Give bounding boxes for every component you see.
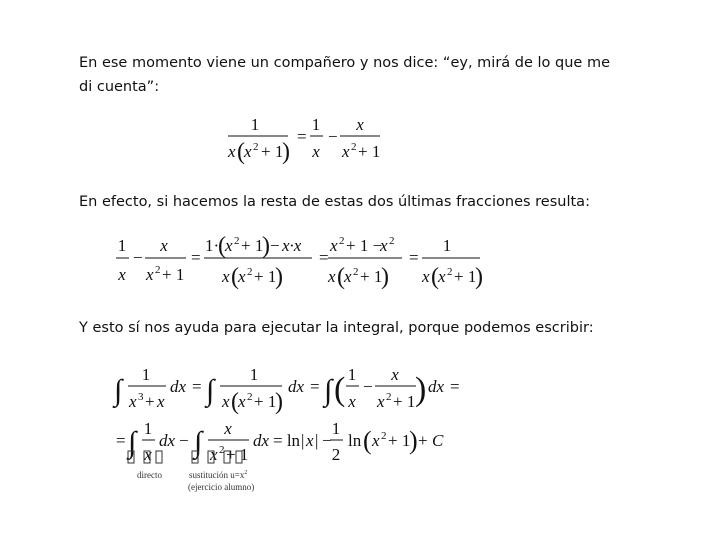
intro-line-2: di cuenta”: [79, 79, 160, 95]
svg-text:x: x [306, 431, 314, 450]
annotation-substitution-text: sustitución u=x [189, 470, 245, 480]
svg-text:∫: ∫ [206, 374, 215, 407]
svg-text:+ 1 −: + 1 − [346, 236, 383, 255]
svg-text:x: x [129, 392, 137, 411]
svg-text:x: x [224, 419, 232, 438]
svg-text:−: − [179, 431, 189, 450]
svg-text:= ln: = ln [273, 431, 301, 450]
svg-text:2: 2 [381, 430, 387, 442]
svg-text:(: ( [218, 233, 226, 259]
brace-glyph-box [128, 451, 134, 463]
svg-text:2: 2 [447, 266, 453, 278]
svg-text:1·: 1· [205, 236, 220, 255]
annotation-direct: directo [137, 470, 162, 480]
svg-text:x: x [344, 267, 352, 286]
brace-glyph-box [236, 451, 242, 463]
svg-text:2: 2 [353, 266, 359, 278]
svg-text:x·x: x·x [282, 236, 302, 255]
svg-text:(: ( [231, 389, 239, 415]
svg-text:x: x [377, 392, 385, 411]
svg-text:x: x [144, 445, 152, 464]
svg-text:+: + [145, 392, 155, 411]
svg-text:−: − [270, 236, 280, 255]
svg-text:x: x [391, 365, 399, 384]
svg-text:dx: dx [288, 377, 305, 396]
svg-text:(: ( [337, 264, 345, 290]
svg-text:+ 1: + 1 [162, 265, 185, 284]
svg-text:+ 1: + 1 [358, 142, 381, 161]
svg-text:+ 1: + 1 [241, 236, 264, 255]
svg-text:x: x [118, 265, 126, 284]
svg-text:x: x [372, 431, 380, 450]
svg-text:1: 1 [311, 115, 321, 134]
svg-text:1: 1 [117, 236, 127, 255]
brace-glyph-box [144, 451, 150, 463]
svg-text:∫: ∫ [194, 426, 203, 459]
integral-intro-line: Y esto sí nos ayuda para ejecutar la integral, porque podemos escribir: [79, 320, 594, 336]
svg-text:=: = [310, 377, 320, 396]
svg-text:+ 1: + 1 [393, 392, 416, 411]
svg-text:2: 2 [155, 264, 161, 276]
svg-text:x: x [328, 267, 336, 286]
svg-text:=: = [116, 431, 126, 450]
equation-integral-1 [112, 360, 472, 418]
svg-text:): ) [262, 233, 270, 259]
svg-text:dx: dx [159, 431, 176, 450]
svg-text:−: − [133, 248, 143, 267]
svg-text:+ 1: + 1 [360, 267, 383, 286]
svg-text:x: x [330, 236, 338, 255]
svg-text:=: = [297, 127, 307, 146]
eq1-num-1: 1 [250, 115, 260, 134]
svg-text:=: = [319, 248, 329, 267]
svg-text:=: = [192, 377, 202, 396]
svg-text:−: − [328, 127, 338, 146]
brace-glyph-box [208, 451, 214, 463]
svg-text:=: = [191, 248, 201, 267]
svg-text:x: x [146, 265, 154, 284]
svg-text:x: x [222, 392, 230, 411]
svg-text:C: C [432, 431, 444, 450]
svg-text:2: 2 [386, 391, 392, 403]
svg-text:2: 2 [219, 444, 225, 456]
svg-text:ln: ln [348, 431, 362, 450]
brace-glyph-box [156, 451, 162, 463]
svg-text:): ) [282, 139, 290, 165]
equation-subtraction [112, 228, 492, 292]
svg-text:x: x [238, 392, 246, 411]
annotation-substitution-exp: 2 [244, 470, 248, 476]
annotation-substitution [189, 470, 247, 480]
svg-text:+ 1: + 1 [254, 392, 277, 411]
svg-text:−: − [322, 431, 332, 450]
svg-text:dx: dx [428, 377, 445, 396]
svg-text:1: 1 [143, 419, 153, 438]
svg-text:2: 2 [331, 445, 341, 464]
svg-text:+ 1: + 1 [388, 431, 411, 450]
svg-text:(: ( [334, 371, 346, 408]
svg-text:x: x [422, 267, 430, 286]
svg-text:2: 2 [351, 141, 357, 153]
svg-text:|: | [315, 431, 319, 450]
svg-text:x: x [380, 236, 388, 255]
svg-text:x: x [225, 236, 233, 255]
svg-text:x: x [438, 267, 446, 286]
annotation-exercise: (ejercicio alumno) [188, 482, 255, 492]
svg-text:∫: ∫ [324, 374, 333, 407]
svg-text:x: x [157, 392, 165, 411]
svg-text:x: x [348, 392, 356, 411]
svg-text:1: 1 [347, 365, 357, 384]
svg-text:=: = [409, 248, 419, 267]
svg-text:2: 2 [234, 235, 240, 247]
svg-text:): ) [475, 264, 483, 290]
svg-text:2: 2 [389, 235, 395, 247]
svg-text:dx: dx [170, 377, 187, 396]
svg-text:∫: ∫ [128, 426, 137, 459]
svg-text:1: 1 [442, 236, 452, 255]
svg-text:3: 3 [138, 391, 144, 403]
svg-text:2: 2 [339, 235, 345, 247]
svg-text:x: x [238, 267, 246, 286]
svg-text:): ) [275, 264, 283, 290]
svg-text:(: ( [231, 264, 239, 290]
svg-text:+: + [418, 431, 428, 450]
svg-text:2: 2 [247, 391, 253, 403]
svg-text:(: ( [431, 264, 439, 290]
svg-text:dx: dx [253, 431, 270, 450]
svg-text:x: x [222, 267, 230, 286]
svg-text:|: | [301, 431, 305, 450]
svg-text:x: x [356, 115, 364, 134]
svg-text:x: x [312, 142, 320, 161]
svg-text:x: x [342, 142, 350, 161]
svg-text:x: x [210, 445, 218, 464]
svg-text:1: 1 [331, 419, 341, 438]
svg-text:+ 1: + 1 [226, 445, 249, 464]
svg-text:x: x [228, 142, 236, 161]
svg-text:2: 2 [247, 266, 253, 278]
explanation-line: En efecto, si hacemos la resta de estas dos últimas fracciones resulta: [79, 194, 590, 210]
svg-text:−: − [363, 377, 373, 396]
svg-text:2: 2 [253, 141, 259, 153]
svg-text:=: = [450, 377, 460, 396]
svg-text:): ) [415, 371, 427, 408]
svg-text:(: ( [237, 139, 245, 165]
svg-text:x: x [160, 236, 168, 255]
svg-text:): ) [381, 264, 389, 290]
svg-text:): ) [275, 389, 283, 415]
svg-text:x: x [244, 142, 252, 161]
svg-text:+ 1: + 1 [254, 267, 277, 286]
svg-text:1: 1 [249, 365, 259, 384]
equation-partial-fractions [110, 110, 381, 168]
svg-text:+ 1: + 1 [454, 267, 477, 286]
svg-text:+ 1: + 1 [261, 142, 284, 161]
svg-text:∫: ∫ [114, 374, 123, 407]
svg-text:): ) [409, 426, 418, 455]
intro-line-1: En ese momento viene un compañero y nos dice: “ey, mirá de lo que me [79, 55, 610, 71]
svg-text:1: 1 [141, 365, 151, 384]
brace-glyph-box [192, 451, 198, 463]
svg-text:(: ( [363, 426, 372, 455]
brace-glyph-box [224, 451, 230, 463]
